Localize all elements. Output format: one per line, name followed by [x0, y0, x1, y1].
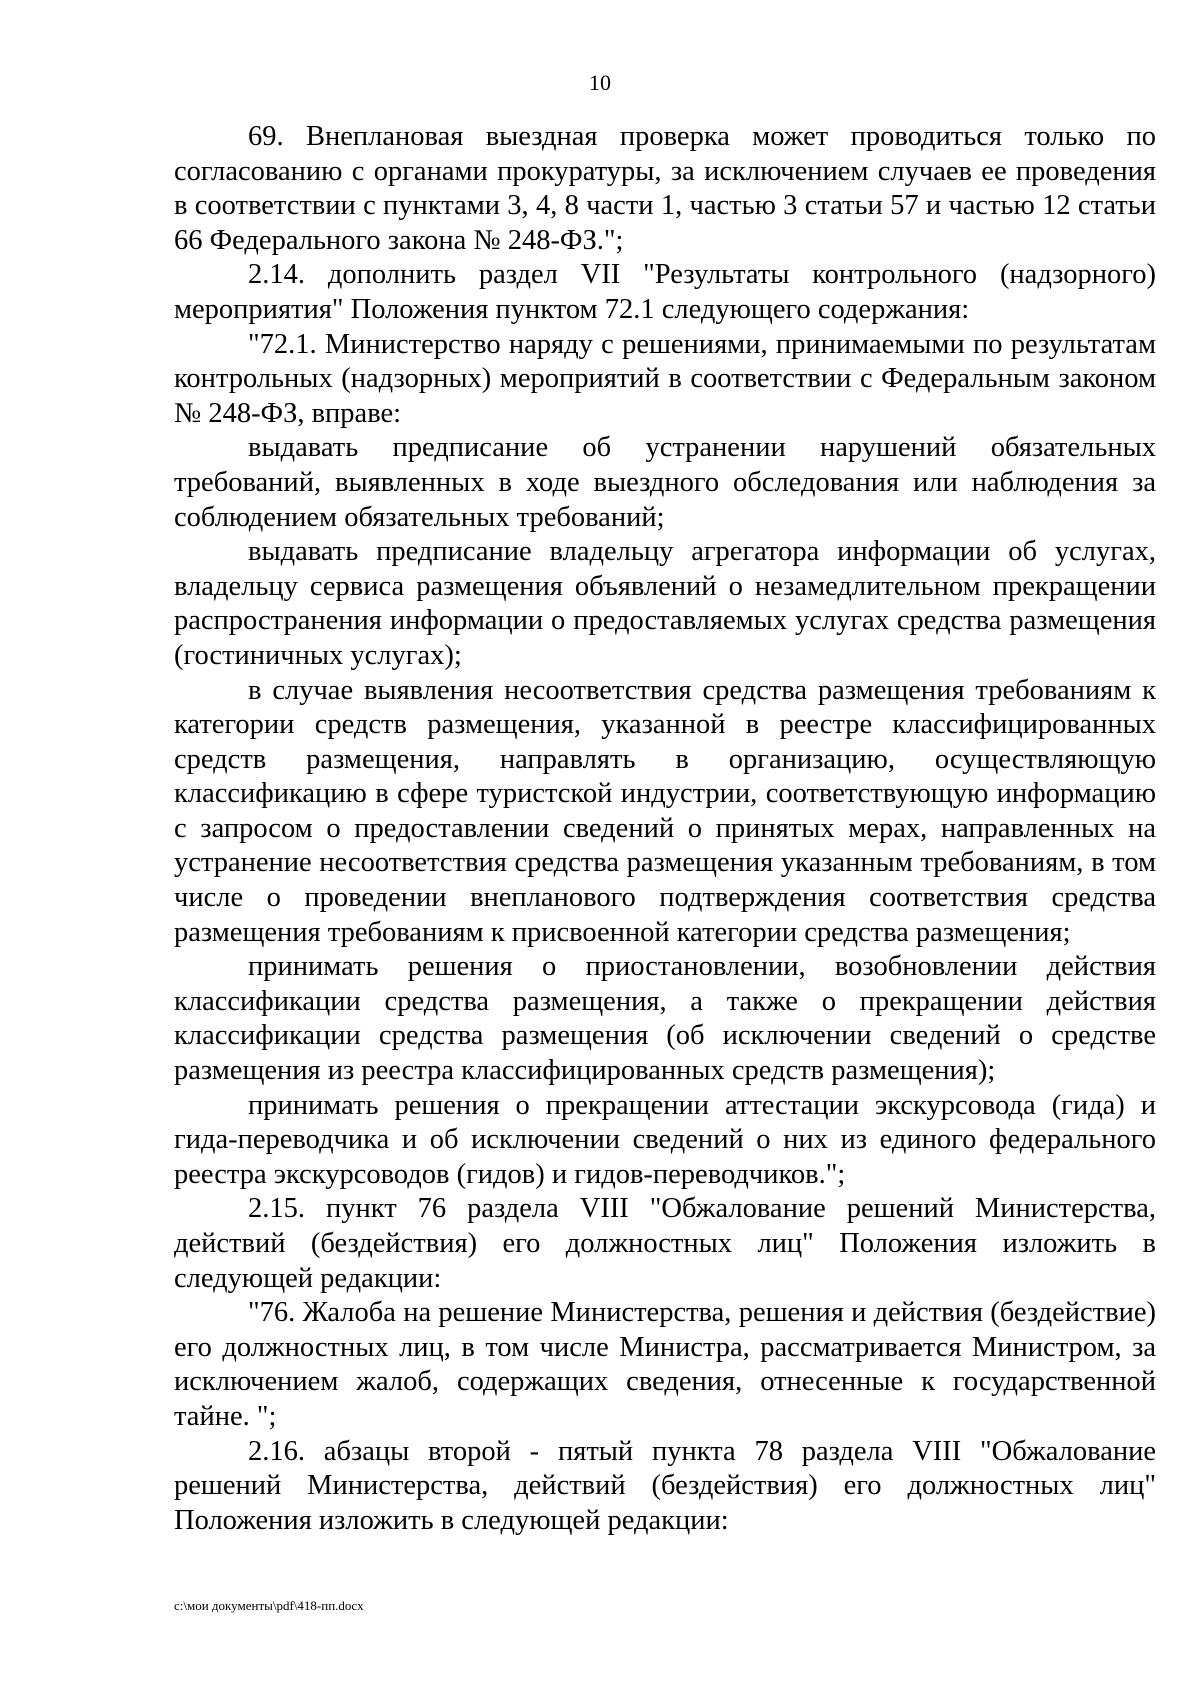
paragraph-76: "76. Жалоба на решение Министерства, решения и действия (бездействие) его должностных лиц, в том числе Министра, рассматривается Министром, за исключением жалоб, содержащих сведения, отнесенные к государственной тайне. ";	[174, 1297, 1156, 1432]
paragraph-suspension: принимать решения о приостановлении, возобновлении действия классификации средства размещения, а также о прекращении действия классификации средства размещения (об исключении сведений о средстве размещения из реестра классифицированных средств размещения);	[174, 951, 1156, 1087]
paragraph-2-15: 2.15. пункт 76 раздела VIII "Обжалование решений Министерства, действий (бездействия) его должностных лиц" Положения изложить в следующей редакции:	[174, 1193, 1156, 1294]
document-body	[174, 120, 1156, 1538]
paragraph-72-1: "72.1. Министерство наряду с решениями, принимаемыми по результатам контрольных (надзорных) мероприятий в соответствии с Федеральным законом № 248-ФЗ, вправе:	[174, 328, 1156, 429]
paragraph-nonconformity: в случае выявления несоответствия средства размещения требованиям к категории средств размещения, указанной в реестре классифицированных средств размещения, направлять в организацию, осуществляющую классификацию в сфере туристской индустрии, соответствующую информацию с запросом о предоставлении сведений о принятых мерах, направленных на устранение несоответствия средства размещения указанным требованиям, в том числе о проведении внепланового подтверждения соответствия средства размещения требованиям к присвоенной категории средства размещения;	[174, 674, 1156, 948]
paragraph-attestation: принимать решения о прекращении аттестации экскурсовода (гида) и гида-переводчика и об исключении сведений о них из единого федерального реестра экскурсоводов (гидов) и гидов-переводчиков.";	[174, 1089, 1156, 1190]
paragraph-2-14: 2.14. дополнить раздел VII "Результаты контрольного (надзорного) мероприятия" Положения пунктом 72.1 следующего содержания:	[174, 259, 1156, 325]
page-number: 10	[589, 70, 611, 95]
paragraph-69: 69. Внеплановая выездная проверка может проводиться только по согласованию с органами прокуратуры, за исключением случаев ее проведения в соответствии с пунктами 3, 4, 8 части 1, частью 3 статьи 57 и частью 12 статьи 66 Федерального закона № 248-ФЗ.";	[174, 121, 1156, 256]
paragraph-prescription: выдавать предписание об устранении нарушений обязательных требований, выявленных в ходе выездного обследования или наблюдения за соблюдением обязательных требований;	[174, 432, 1156, 533]
paragraph-2-16: 2.16. абзацы второй - пятый пункта 78 раздела VIII "Обжалование решений Министерства, действий (бездействия) его должностных лиц" Положения изложить в следующей редакции:	[174, 1435, 1156, 1536]
paragraph-aggregator-prescription: выдавать предписание владельцу агрегатора информации об услугах, владельцу сервиса размещения объявлений о незамедлительном прекращении распространения информации о предоставляемых услугах средства размещения (гостиничных услугах);	[174, 536, 1156, 671]
footer-file-path: c:\мои документы\pdf\418-пп.docx	[174, 1598, 364, 1613]
